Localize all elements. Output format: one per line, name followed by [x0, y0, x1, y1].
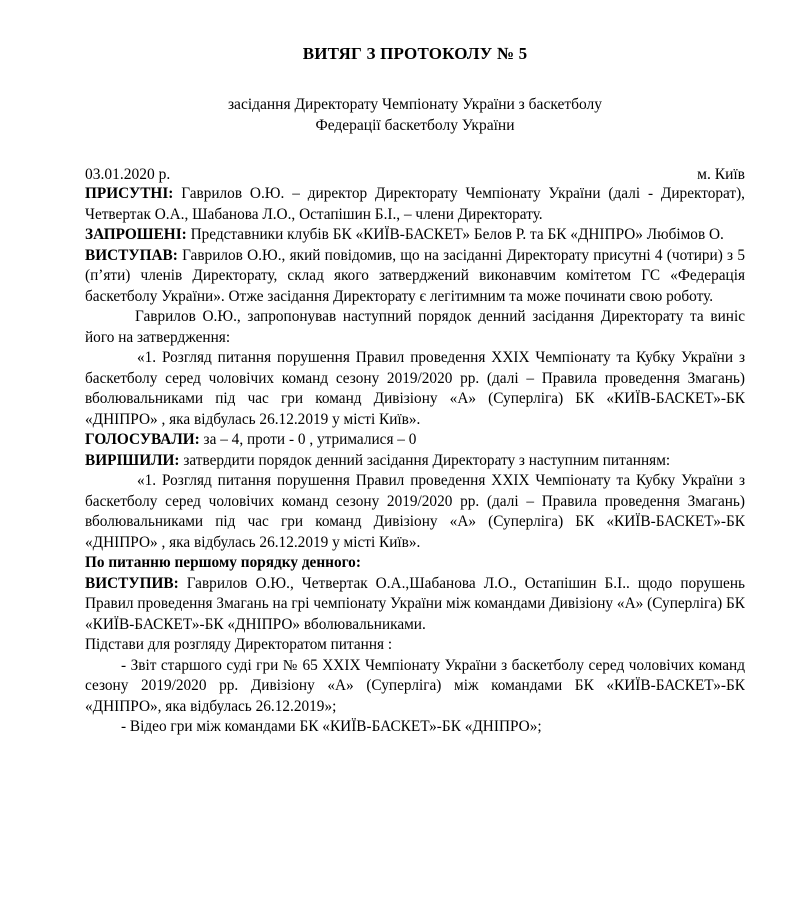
agenda-quote-1: «1. Розгляд питання порушення Правил проведення XXIX Чемпіонату та Кубку України з баскетболу серед чоловічих команд сезону 2019/2020 рр. (далі – Правила проведення Змагань) вболювальниками під час гри команд Дивізіону «А» (Суперліга) БК «КИЇВ-БАСКЕТ»-БК «ДНІПРО» , яка відбулась 26.12.2019 у місті Київ». [85, 349, 745, 428]
subtitle-line-1: засідання Директорату Чемпіонату України з баскетболу [227, 96, 603, 113]
present-label: ПРИСУТНІ: [85, 185, 174, 202]
invited-label: ЗАПРОШЕНІ: [85, 226, 187, 243]
proposal-paragraph: Гаврилов О.Ю., запропонував наступний порядок денний засідання Директорату та виніс його на затвердження: [85, 308, 745, 346]
grounds-intro: Підстави для розгляду Директоратом питання : [85, 636, 393, 653]
item-heading [85, 553, 745, 574]
spoke1-text: Гаврилов О.Ю., який повідомив, що на засіданні Директорату присутні 4 (чотири) з 5 (п’яти) членів Директорату, склад якого затверджений виконавчим комітетом ГС «Федерація баскетболу України». Отже засідання Директорату є легітимним та може починати свою роботу. [85, 246, 745, 305]
item-heading-label: По питанню першому порядку денного: [85, 554, 361, 571]
document-subtitle [85, 94, 745, 136]
spoke-paragraph-2 [85, 574, 745, 636]
document-meta [85, 166, 745, 184]
document-date: 03.01.2020 р. [85, 166, 171, 183]
list-item: - Відео гри між командами БК «КИЇВ-БАСКЕТ»-БК «ДНІПРО»; [121, 718, 542, 735]
decided-text: затвердити порядок денний засідання Директорату з наступним питанням: [179, 451, 671, 469]
list-item: - Звіт старшого суді гри № 65 XXIX Чемпіонату України з баскетболу серед чоловічих команд сезону 2019/2020 рр. Дивізіону «А» (Суперліга) між командами БК «КИЇВ-БАСКЕТ»-БК «ДНІПРО», яка відбулась 26.12.2019»; [85, 656, 745, 715]
agenda-quote-2: «1. Розгляд питання порушення Правил проведення XXIX Чемпіонату та Кубку України з баскетболу серед чоловічих команд сезону 2019/2020 рр. (далі – Правила проведення Змагань) вболювальниками під час гри команд Дивізіону «А» (Суперліга) БК «КИЇВ-БАСКЕТ»-БК «ДНІПРО» , яка відбулась 26.12.2019 у місті Київ». [85, 472, 745, 551]
document-city: м. Київ [697, 166, 745, 183]
spoke2-text: Гаврилов О.Ю., Четвертак О.А.,Шабанова Л.О., Остапішин Б.І.. щодо порушень Правил проведення Змагань на грі чемпіонату України між командами Дивізіону «А» (Суперліга) БК «КИЇВ-БАСКЕТ»-БК «ДНІПРО» вболювальниками. [85, 574, 745, 633]
spoke-paragraph-1 [85, 246, 745, 308]
subtitle-line-2: Федерації баскетболу України [315, 117, 515, 134]
invited-text: Представники клубів БК «КИЇВ-БАСКЕТ» Белов Р. та БК «ДНІПРО» Любімов О. [186, 226, 724, 243]
page-title: ВИТЯГ З ПРОТОКОЛУ № 5 [302, 44, 528, 63]
invited-paragraph [85, 225, 745, 246]
present-paragraph [85, 184, 745, 225]
decided-label: ВИРІШИЛИ: [85, 451, 180, 469]
voted-paragraph [85, 430, 745, 451]
present-text: Гаврилов О.Ю. – директор Директорату Чемпіонату України (далі - Директорат), Четвертак О.А., Шабанова Л.О., Остапішин Б.І., – члени Директорату. [85, 185, 745, 223]
spoke2-label: ВИСТУПИВ: [85, 574, 179, 592]
spoke1-label: ВИСТУПАВ: [85, 246, 178, 264]
voted-label: ГОЛОСУВАЛИ: [85, 431, 200, 448]
voted-text: за – 4, проти - 0 , утрималися – 0 [199, 431, 417, 448]
decided-paragraph [85, 451, 745, 472]
